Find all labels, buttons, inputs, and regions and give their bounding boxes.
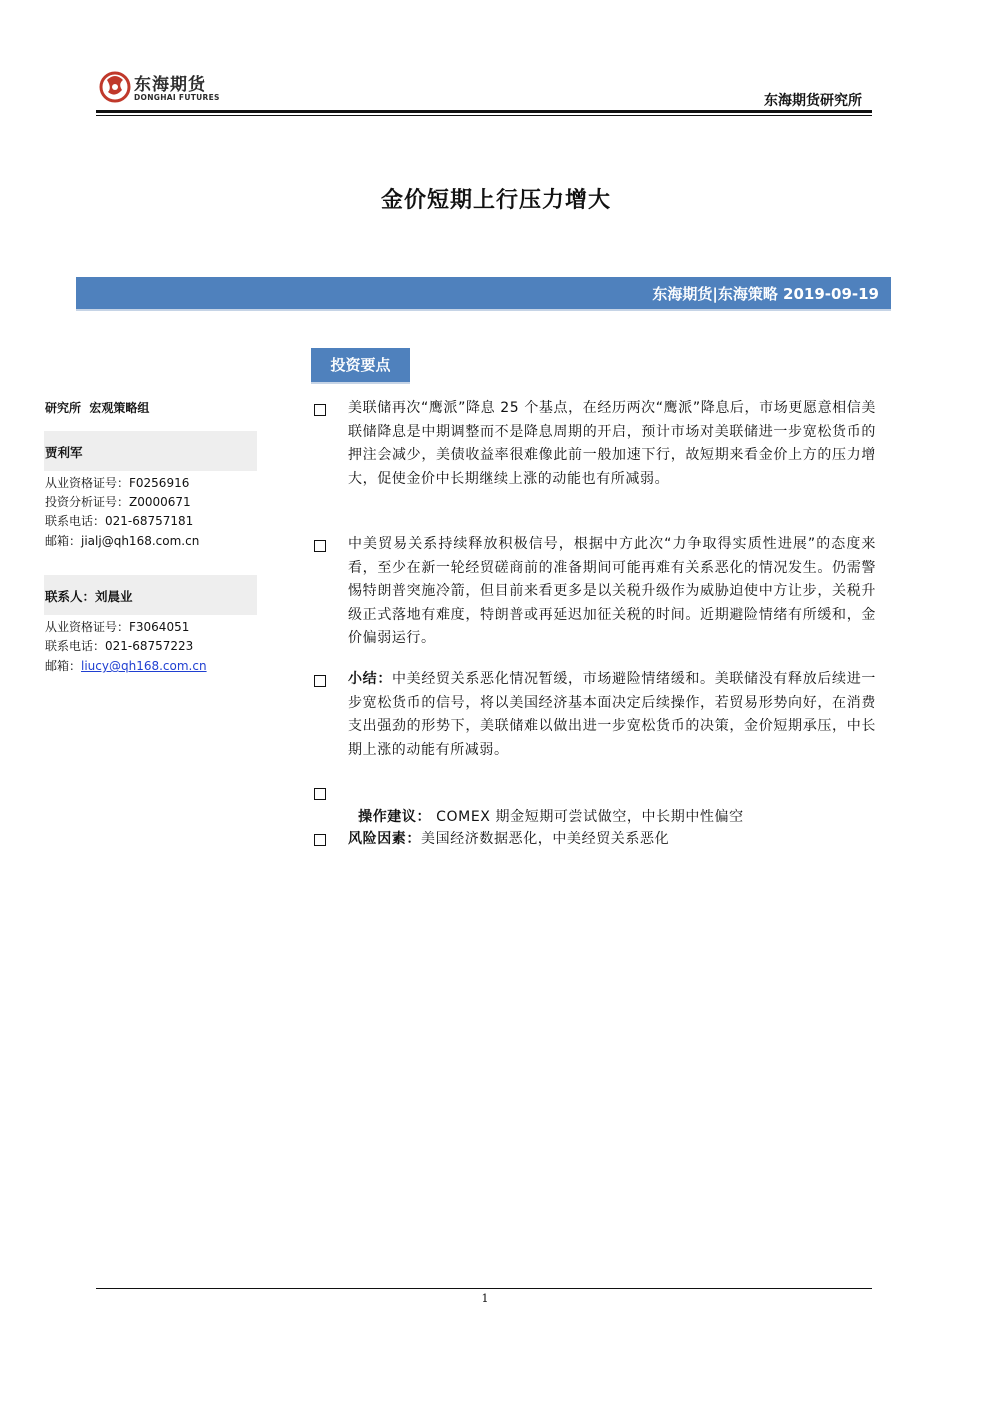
footer-divider <box>96 1288 872 1289</box>
analyst-phone: 联系电话：021-68757181 <box>45 514 194 528</box>
bullet-checkbox-icon <box>314 788 326 800</box>
banner-text: 东海期货|东海策略 2019-09-19 <box>652 285 879 303</box>
point-text: COMEX 期金短期可尝试做空，中长期中性偏空 <box>431 808 744 825</box>
point-lead: 操作建议： <box>358 808 432 825</box>
company-logo <box>98 66 238 110</box>
contact-cert: 从业资格证号：F3064051 <box>45 620 190 634</box>
point-text: 中美经贸关系恶化情况暂缓，市场避险情绪缓和。美联储没有释放后续进一步宽松货币的信号，将以美国经济基本面决定后续操作，若贸易形势向好，在消费支出强劲的形势下，美联储难以做出进一步宽松货币的决策，金价短期承压，中长期上涨的动能有所减弱。 <box>348 671 876 758</box>
contact-name: 联系人：刘晨业 <box>45 589 133 604</box>
analyst-invest-cert: 投资分析证号：Z0000671 <box>45 495 191 509</box>
point-lead: 小结： <box>348 671 393 687</box>
contact-email-row <box>45 657 207 674</box>
header-divider-thin <box>96 115 872 116</box>
page-number: 1 <box>481 1292 489 1305</box>
bullet-checkbox-icon <box>314 404 326 416</box>
analyst-email-row <box>45 532 199 549</box>
point-text: 美国经济数据恶化，中美经贸关系恶化 <box>421 831 670 847</box>
logo-cn-text: 东海期货 <box>134 75 206 95</box>
sidebar-dept: 研究所 宏观策略组 <box>45 401 150 415</box>
point-text: 中美贸易关系持续释放积极信号，根据中方此次“力争取得实质性进展”的态度来看，至少在新一轮经贸磋商前的准备期间可能再难有关系恶化的情况发生。仍需警惕特朗普突施冷箭，但目前来看更多是以关税升级作为威胁迫使中方让步，关税升级正式落地有难度，特朗普或再延迟加征关税的时间。近期避险情绪有所缓和，金价偏弱运行。 <box>348 536 876 647</box>
point-text: 美联储再次“鹰派”降息 25 个基点，在经历两次“鹰派”降息后，市场更愿意相信美联储降息是中期调整而不是降息周期的开启，预计市场对美联储进一步宽松货币的押注会减少，美债收益率很难像此前一般加速下行，故短期来看金价上方的压力增大，促使金价中长期继续上涨的动能也有所减弱。 <box>348 400 876 487</box>
point-operation <box>348 782 876 829</box>
contact-email-label: 邮箱： <box>45 659 82 673</box>
contact-email-link[interactable]: liucy@qh168.com.cn <box>81 659 207 673</box>
contact-phone: 联系电话：021-68757223 <box>45 639 194 653</box>
logo-en-text: DONGHAI FUTURES <box>134 93 220 102</box>
point-lead: 风险因素： <box>348 831 421 847</box>
analyst-email-label: 邮箱： <box>45 534 82 548</box>
point-1 <box>348 397 876 491</box>
header-divider <box>96 110 872 113</box>
analyst-cert: 从业资格证号：F0256916 <box>45 476 190 490</box>
section-tag-shadow <box>311 382 410 384</box>
bullet-checkbox-icon <box>314 675 326 687</box>
logo-emblem-icon <box>98 68 132 106</box>
bullet-checkbox-icon <box>314 834 326 846</box>
report-title: 金价短期上行压力增大 <box>380 188 611 213</box>
banner-shadow <box>76 309 891 311</box>
point-summary <box>348 668 876 762</box>
point-risk <box>348 828 876 852</box>
analyst-name: 贾利军 <box>45 445 83 460</box>
analyst-email[interactable]: jialj@qh168.com.cn <box>81 534 200 548</box>
org-name: 东海期货研究所 <box>764 93 862 109</box>
bullet-checkbox-icon <box>314 540 326 552</box>
section-tag-investment-points: 投资要点 <box>311 348 410 382</box>
point-2 <box>348 533 876 651</box>
report-banner <box>76 277 891 309</box>
